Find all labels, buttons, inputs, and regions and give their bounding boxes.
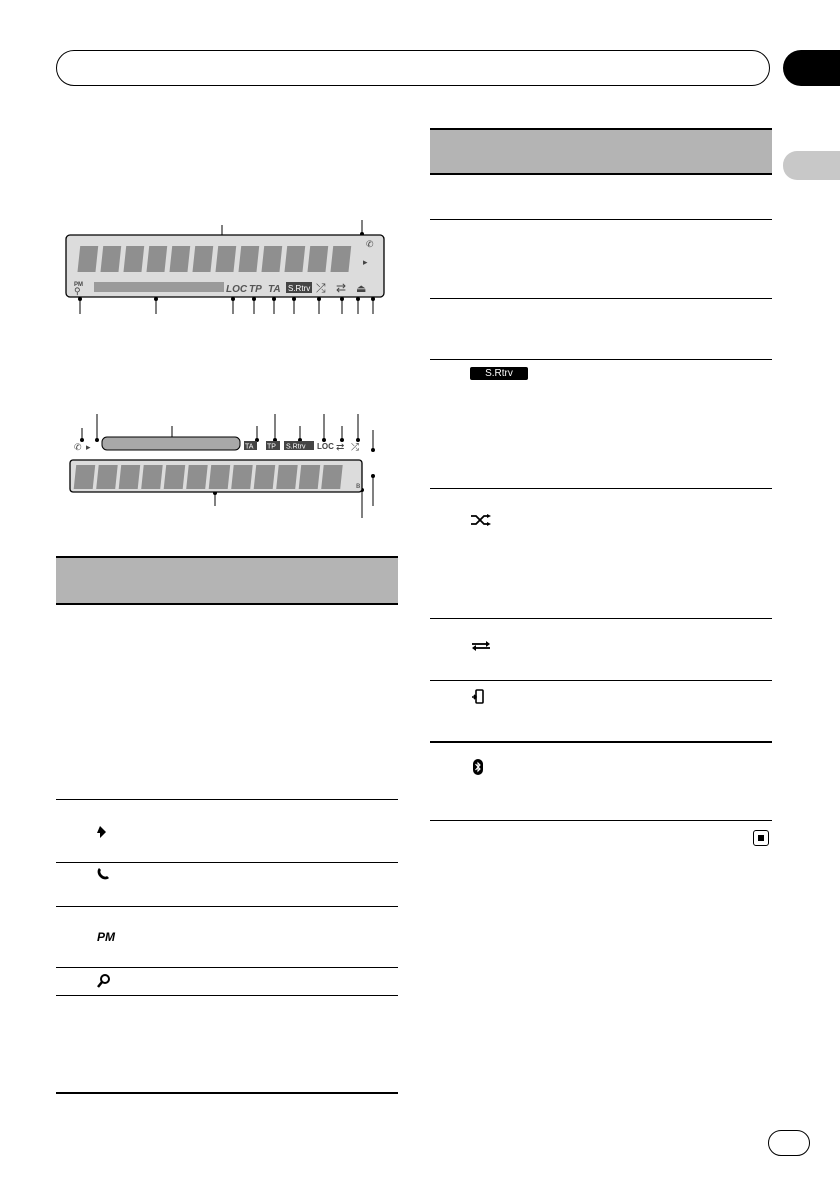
- bluetooth-arrow-icon: [96, 824, 110, 840]
- lcd-character-cell: [164, 465, 186, 489]
- bluetooth-arrow-icon: ▸: [86, 442, 91, 452]
- s-rtrv-indicator: S.Rtrv: [286, 443, 306, 451]
- phone-icon: ✆: [74, 442, 82, 452]
- tp-indicator: TP: [267, 443, 276, 451]
- lcd-character-cell: [186, 465, 208, 489]
- table-rule: [430, 298, 772, 299]
- search-icon: [96, 973, 112, 989]
- bluetooth-arrow-icon: ▸: [363, 257, 368, 267]
- s-rtrv-badge: S.Rtrv: [470, 367, 528, 380]
- left-table-header: [56, 556, 398, 605]
- pm-icon: PM: [74, 282, 83, 288]
- phone-icon: [95, 866, 111, 882]
- header-bar: [56, 50, 770, 86]
- repeat-icon: ⇄: [336, 442, 345, 453]
- ta-indicator: TA: [268, 284, 281, 295]
- table-rule: [430, 820, 772, 821]
- lcd-character-cell: [119, 465, 141, 489]
- callout-dot: [371, 474, 375, 478]
- table-rule: [430, 359, 772, 360]
- end-of-section-mark: [753, 830, 769, 846]
- lcd-character-cell: [77, 246, 98, 272]
- usb-icon: [471, 689, 485, 705]
- table-rule: [430, 680, 772, 681]
- lcd-character-cell: [146, 246, 167, 272]
- display-diagram-2: [60, 410, 390, 530]
- lcd-character-cell: [330, 246, 351, 272]
- tp-indicator: TP: [249, 284, 262, 295]
- page-number-badge: [768, 1130, 810, 1156]
- lcd-character-cell: [254, 465, 276, 489]
- table-rule: [56, 995, 398, 996]
- ta-indicator: TA: [245, 443, 254, 451]
- table-rule: [56, 906, 398, 907]
- repeat-icon: ⇄: [336, 281, 347, 295]
- display-diagram-1: [60, 210, 390, 330]
- loc-indicator: LOC: [226, 284, 248, 295]
- random-icon: ⤮: [316, 281, 326, 295]
- callout-dot: [371, 448, 375, 452]
- bluetooth-icon: [472, 759, 484, 775]
- repeat-icon: [470, 639, 492, 653]
- search-icon: ⚲: [74, 286, 81, 296]
- lcd-character-cell: [284, 246, 305, 272]
- section-side-tab: [783, 151, 840, 180]
- table-rule: [56, 1092, 398, 1094]
- bluetooth-icon: ʙ: [356, 481, 361, 490]
- table-rule: [430, 741, 772, 743]
- right-table-header: [430, 128, 772, 175]
- lcd-character-cell: [238, 246, 259, 272]
- phone-icon: ✆: [366, 239, 374, 249]
- text-indicator-bar: [94, 282, 224, 292]
- table-rule: [56, 799, 398, 800]
- table-rule: [430, 488, 772, 489]
- callout-dot: [95, 438, 99, 442]
- lcd-character-cell: [261, 246, 282, 272]
- random-icon: ⤮: [351, 442, 359, 453]
- s-rtrv-indicator: S.Rtrv: [288, 284, 311, 293]
- loc-indicator: LOC: [317, 442, 334, 451]
- usb-icon: ⏏: [356, 283, 367, 295]
- lcd-character-cell: [141, 465, 163, 489]
- table-rule: [56, 967, 398, 968]
- lcd-character-cell: [96, 465, 118, 489]
- lcd-character-cell: [321, 465, 343, 489]
- lcd-character-cell: [231, 465, 253, 489]
- lcd-character-cell: [215, 246, 236, 272]
- lcd-character-cell: [209, 465, 231, 489]
- lcd-character-cell: [307, 246, 328, 272]
- lcd-character-cell: [123, 246, 144, 272]
- lcd-character-cell: [299, 465, 321, 489]
- lcd-character-cell: [276, 465, 298, 489]
- table-rule: [56, 862, 398, 863]
- lcd-character-cell: [192, 246, 213, 272]
- pm-icon: PM: [97, 930, 115, 944]
- lcd-character-cell: [169, 246, 190, 272]
- lcd-character-cell: [100, 246, 121, 272]
- table-rule: [430, 219, 772, 220]
- text-indicator-bar: [102, 437, 240, 450]
- table-rule: [430, 618, 772, 619]
- lcd-character-cell: [74, 465, 96, 489]
- random-icon: [470, 514, 492, 526]
- chapter-tab: [783, 50, 840, 86]
